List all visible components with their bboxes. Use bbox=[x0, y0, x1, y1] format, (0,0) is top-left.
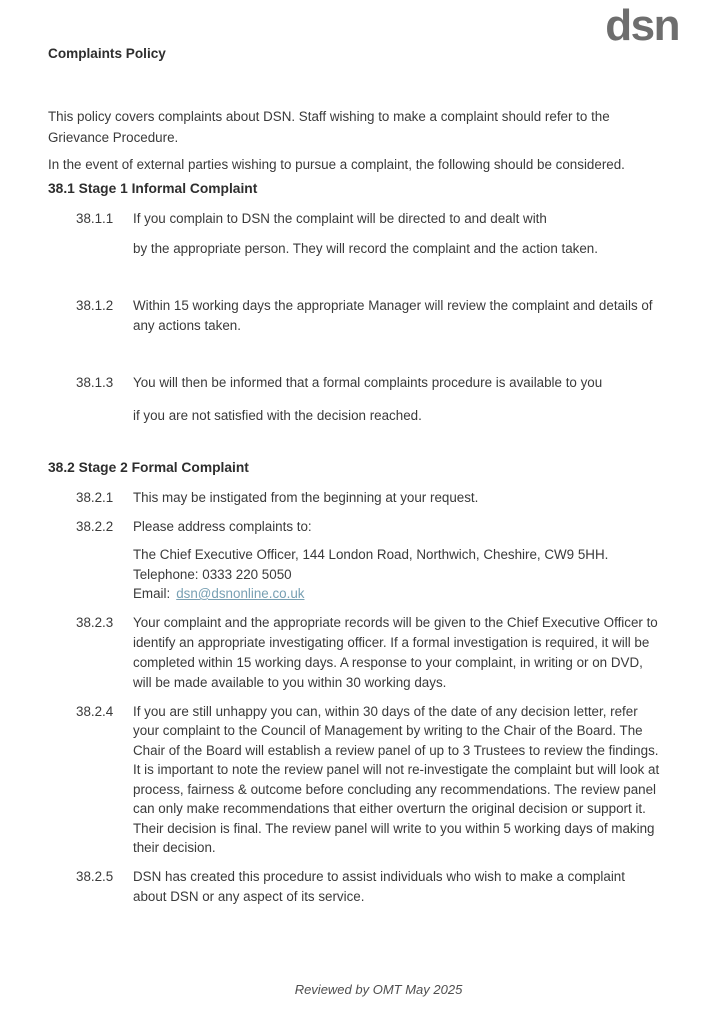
item-text: by the appropriate person. They will record the complaint and the action taken. bbox=[133, 241, 598, 256]
item-number: 38.2.1 bbox=[76, 490, 114, 505]
item-body bbox=[133, 209, 661, 259]
item-text: Please address complaints to: bbox=[133, 519, 312, 534]
item-text: If you are still unhappy you can, within 30 days of the date of any decision letter, refer your complaint to the Council of Management by writing to the Chair of the Board. The Chair of the Board will establish a review panel of up to 3 Trustees to review the findings. It is important to note the review panel will not re-investigate the complaint but will look at process, fairness & outcome before concluding any recommendations. The review panel can only make recommendations that either overturn the original decision or support it. Their decision is final. The review panel will write to you within 5 working days of making their decision. bbox=[133, 703, 660, 855]
policy-item-38-2-5 bbox=[76, 867, 661, 907]
intro-paragraph-2: In the event of external parties wishing to pursue a complaint, the following should be considered. bbox=[48, 157, 625, 172]
item-number: 38.2.3 bbox=[76, 614, 114, 630]
contact-address-block bbox=[133, 545, 661, 604]
page-title: Complaints Policy bbox=[48, 46, 166, 61]
item-number: 38.1.3 bbox=[76, 375, 114, 390]
item-text: You will then be informed that a formal complaints procedure is available to you bbox=[133, 375, 603, 390]
item-number: 38.2.4 bbox=[76, 703, 114, 719]
item-text: Your complaint and the appropriate records will be given to the Chief Executive Officer to identify an appropriate investigating officer. If a formal investigation is required, it will be completed within 15 working days. A response to your complaint, in writing or on DVD, will be made available to you within 30 working days. bbox=[133, 614, 658, 690]
policy-item-38-1-1 bbox=[76, 209, 661, 259]
policy-item-38-2-4 bbox=[76, 702, 661, 858]
email-line bbox=[133, 584, 661, 604]
item-body bbox=[133, 867, 661, 907]
telephone-line: Telephone: 0333 220 5050 bbox=[133, 566, 292, 582]
intro-paragraph-1: This policy covers complaints about DSN. Staff wishing to make a complaint should refer to the Grievance Procedure. bbox=[48, 109, 610, 145]
dsn-logo: dsn bbox=[605, 1, 679, 50]
item-number: 38.2.5 bbox=[76, 868, 114, 884]
item-number: 38.1.2 bbox=[76, 298, 114, 313]
item-number: 38.1.1 bbox=[76, 211, 114, 226]
section-heading-stage-2: 38.2 Stage 2 Formal Complaint bbox=[48, 460, 249, 475]
item-body bbox=[133, 517, 661, 604]
item-text: if you are not satisfied with the decision reached. bbox=[133, 408, 422, 423]
item-body bbox=[133, 613, 661, 693]
item-text: Within 15 working days the appropriate Manager will review the complaint and details of any actions taken. bbox=[133, 298, 653, 333]
policy-item-38-1-2 bbox=[76, 296, 661, 336]
email-link[interactable]: dsn@dsnonline.co.uk bbox=[176, 586, 305, 601]
policy-item-38-1-3 bbox=[76, 373, 661, 426]
item-text: If you complain to DSN the complaint will be directed to and dealt with bbox=[133, 211, 547, 226]
item-body bbox=[133, 702, 661, 858]
item-body bbox=[133, 488, 661, 508]
email-label: Email: bbox=[133, 586, 171, 601]
address-line: The Chief Executive Officer, 144 London Road, Northwich, Cheshire, CW9 5HH. bbox=[133, 547, 609, 562]
item-number: 38.2.2 bbox=[76, 519, 114, 534]
policy-item-38-2-1 bbox=[76, 488, 661, 508]
item-body bbox=[133, 296, 661, 336]
section-heading-stage-1: 38.1 Stage 1 Informal Complaint bbox=[48, 181, 258, 196]
policy-item-38-2-3 bbox=[76, 613, 661, 693]
item-body bbox=[133, 373, 661, 426]
item-text: DSN has created this procedure to assist individuals who wish to make a complaint about DSN or any aspect of its service. bbox=[133, 868, 625, 904]
policy-item-38-2-2 bbox=[76, 517, 661, 604]
item-text: This may be instigated from the beginning at your request. bbox=[133, 490, 479, 505]
review-footer-note: Reviewed by OMT May 2025 bbox=[294, 982, 463, 997]
